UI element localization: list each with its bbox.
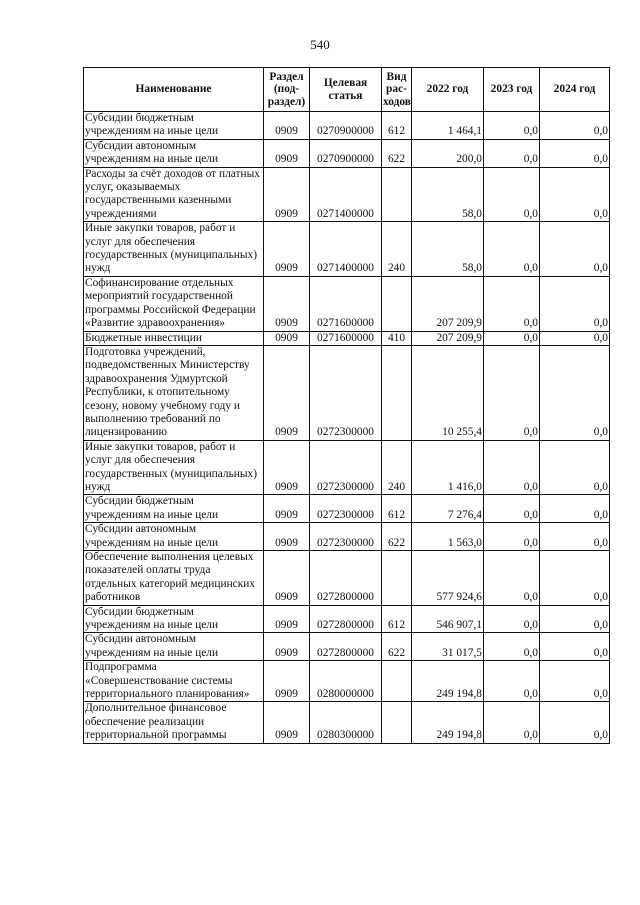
- header-2022: 2022 год: [412, 68, 484, 112]
- cell-target: 0271400000: [310, 167, 382, 222]
- cell-2023: 0,0: [484, 551, 540, 606]
- cell-2024: 0,0: [540, 345, 610, 440]
- cell-target: 0270900000: [310, 112, 382, 140]
- table-row: [84, 551, 610, 606]
- cell-2022: 546 907,1: [412, 605, 484, 633]
- cell-name: Субсидии автономным учреждениям на иные цели: [84, 633, 264, 661]
- cell-2022: 207 209,9: [412, 331, 484, 345]
- table-row: [84, 633, 610, 661]
- table-row: [84, 112, 610, 140]
- header-2024: 2024 год: [540, 68, 610, 112]
- table-row: [84, 345, 610, 440]
- cell-section: 0909: [264, 495, 310, 523]
- cell-section: 0909: [264, 661, 310, 702]
- cell-name: Субсидии автономным учреждениям на иные цели: [84, 139, 264, 167]
- cell-name: Субсидии бюджетным учреждениям на иные цели: [84, 495, 264, 523]
- cell-2022: 249 194,8: [412, 702, 484, 743]
- cell-2023: 0,0: [484, 633, 540, 661]
- cell-2024: 0,0: [540, 551, 610, 606]
- cell-2022: 31 017,5: [412, 633, 484, 661]
- cell-2024: 0,0: [540, 276, 610, 331]
- cell-2024: 0,0: [540, 605, 610, 633]
- cell-2023: 0,0: [484, 112, 540, 140]
- cell-section: 0909: [264, 633, 310, 661]
- table-header-row: [84, 68, 610, 112]
- cell-2022: 7 276,4: [412, 495, 484, 523]
- cell-2024: 0,0: [540, 112, 610, 140]
- cell-target: 0272300000: [310, 495, 382, 523]
- cell-kind: 240: [382, 440, 412, 495]
- header-target: Целевая статья: [310, 68, 382, 112]
- cell-kind: 612: [382, 112, 412, 140]
- cell-kind: 240: [382, 222, 412, 277]
- cell-target: 0271600000: [310, 331, 382, 345]
- cell-name: Субсидии бюджетным учреждениям на иные цели: [84, 112, 264, 140]
- table-row: [84, 605, 610, 633]
- cell-section: 0909: [264, 331, 310, 345]
- cell-section: 0909: [264, 139, 310, 167]
- cell-target: 0280300000: [310, 702, 382, 743]
- cell-target: 0280000000: [310, 661, 382, 702]
- cell-kind: [382, 167, 412, 222]
- cell-target: 0272300000: [310, 523, 382, 551]
- cell-kind: [382, 276, 412, 331]
- cell-section: 0909: [264, 112, 310, 140]
- cell-name: Субсидии бюджетным учреждениям на иные цели: [84, 605, 264, 633]
- cell-kind: [382, 345, 412, 440]
- cell-target: 0272800000: [310, 633, 382, 661]
- cell-name: Дополнительное финансовое обеспечение реализации территориальной программы: [84, 702, 264, 743]
- cell-2022: 207 209,9: [412, 276, 484, 331]
- cell-target: 0272800000: [310, 605, 382, 633]
- cell-2023: 0,0: [484, 495, 540, 523]
- cell-2024: 0,0: [540, 167, 610, 222]
- cell-2023: 0,0: [484, 345, 540, 440]
- cell-section: 0909: [264, 440, 310, 495]
- cell-target: 0270900000: [310, 139, 382, 167]
- cell-name: Субсидии автономным учреждениям на иные цели: [84, 523, 264, 551]
- budget-table: [83, 67, 610, 744]
- cell-2023: 0,0: [484, 702, 540, 743]
- cell-kind: 612: [382, 605, 412, 633]
- cell-2023: 0,0: [484, 605, 540, 633]
- cell-name: Подпрограмма «Совершенствование системы территориального планирования»: [84, 661, 264, 702]
- cell-2023: 0,0: [484, 331, 540, 345]
- cell-2022: 10 255,4: [412, 345, 484, 440]
- cell-section: 0909: [264, 605, 310, 633]
- cell-2022: 1 563,0: [412, 523, 484, 551]
- cell-kind: 410: [382, 331, 412, 345]
- cell-target: 0271400000: [310, 222, 382, 277]
- cell-kind: 612: [382, 495, 412, 523]
- cell-name: Иные закупки товаров, работ и услуг для обеспечения государственных (муниципальных) нужд: [84, 440, 264, 495]
- cell-kind: 622: [382, 139, 412, 167]
- header-name: Наименование: [84, 68, 264, 112]
- cell-target: 0271600000: [310, 276, 382, 331]
- cell-2024: 0,0: [540, 633, 610, 661]
- cell-2023: 0,0: [484, 440, 540, 495]
- cell-2024: 0,0: [540, 523, 610, 551]
- cell-name: Софинансирование отдельных мероприятий государственной программы Российской Федерации «Развитие здравоохранения»: [84, 276, 264, 331]
- cell-kind: [382, 702, 412, 743]
- cell-section: 0909: [264, 551, 310, 606]
- cell-target: 0272300000: [310, 440, 382, 495]
- page-number: 540: [310, 37, 330, 52]
- cell-name: Подготовка учреждений, подведомственных Министерству здравоохранения Удмуртской Республики, к отопительному сезону, новому учебному году и выполнению требований по лицензированию: [84, 345, 264, 440]
- cell-target: 0272300000: [310, 345, 382, 440]
- table-row: [84, 495, 610, 523]
- cell-2022: 58,0: [412, 167, 484, 222]
- cell-2022: 58,0: [412, 222, 484, 277]
- table-row: [84, 222, 610, 277]
- cell-2023: 0,0: [484, 167, 540, 222]
- cell-target: 0272800000: [310, 551, 382, 606]
- cell-2024: 0,0: [540, 440, 610, 495]
- table-row: [84, 167, 610, 222]
- table-row: [84, 139, 610, 167]
- cell-section: 0909: [264, 702, 310, 743]
- cell-section: 0909: [264, 222, 310, 277]
- cell-section: 0909: [264, 276, 310, 331]
- cell-kind: 622: [382, 633, 412, 661]
- cell-name: Бюджетные инвестиции: [84, 331, 264, 345]
- cell-2022: 249 194,8: [412, 661, 484, 702]
- cell-2024: 0,0: [540, 495, 610, 523]
- cell-2022: 200,0: [412, 139, 484, 167]
- cell-kind: [382, 551, 412, 606]
- header-kind: Вид рас-ходов: [382, 68, 412, 112]
- cell-name: Обеспечение выполнения целевых показателей оплаты труда отдельных категорий медицинских работников: [84, 551, 264, 606]
- cell-section: 0909: [264, 523, 310, 551]
- table-row: [84, 661, 610, 702]
- cell-2023: 0,0: [484, 661, 540, 702]
- cell-name: Расходы за счёт доходов от платных услуг, оказываемых государственными казенными учреждениями: [84, 167, 264, 222]
- header-section: Раздел (под-раздел): [264, 68, 310, 112]
- table-row: [84, 440, 610, 495]
- cell-2023: 0,0: [484, 139, 540, 167]
- table-row: [84, 331, 610, 345]
- cell-2024: 0,0: [540, 331, 610, 345]
- cell-section: 0909: [264, 167, 310, 222]
- header-2023: 2023 год: [484, 68, 540, 112]
- cell-kind: 622: [382, 523, 412, 551]
- cell-2024: 0,0: [540, 702, 610, 743]
- cell-2024: 0,0: [540, 139, 610, 167]
- cell-2023: 0,0: [484, 523, 540, 551]
- table-row: [84, 702, 610, 743]
- cell-kind: [382, 661, 412, 702]
- cell-2023: 0,0: [484, 222, 540, 277]
- cell-2023: 0,0: [484, 276, 540, 331]
- cell-2022: 577 924,6: [412, 551, 484, 606]
- cell-2024: 0,0: [540, 222, 610, 277]
- cell-section: 0909: [264, 345, 310, 440]
- cell-2022: 1 416,0: [412, 440, 484, 495]
- table-row: [84, 276, 610, 331]
- cell-2024: 0,0: [540, 661, 610, 702]
- cell-2022: 1 464,1: [412, 112, 484, 140]
- table-row: [84, 523, 610, 551]
- cell-name: Иные закупки товаров, работ и услуг для обеспечения государственных (муниципальных) нужд: [84, 222, 264, 277]
